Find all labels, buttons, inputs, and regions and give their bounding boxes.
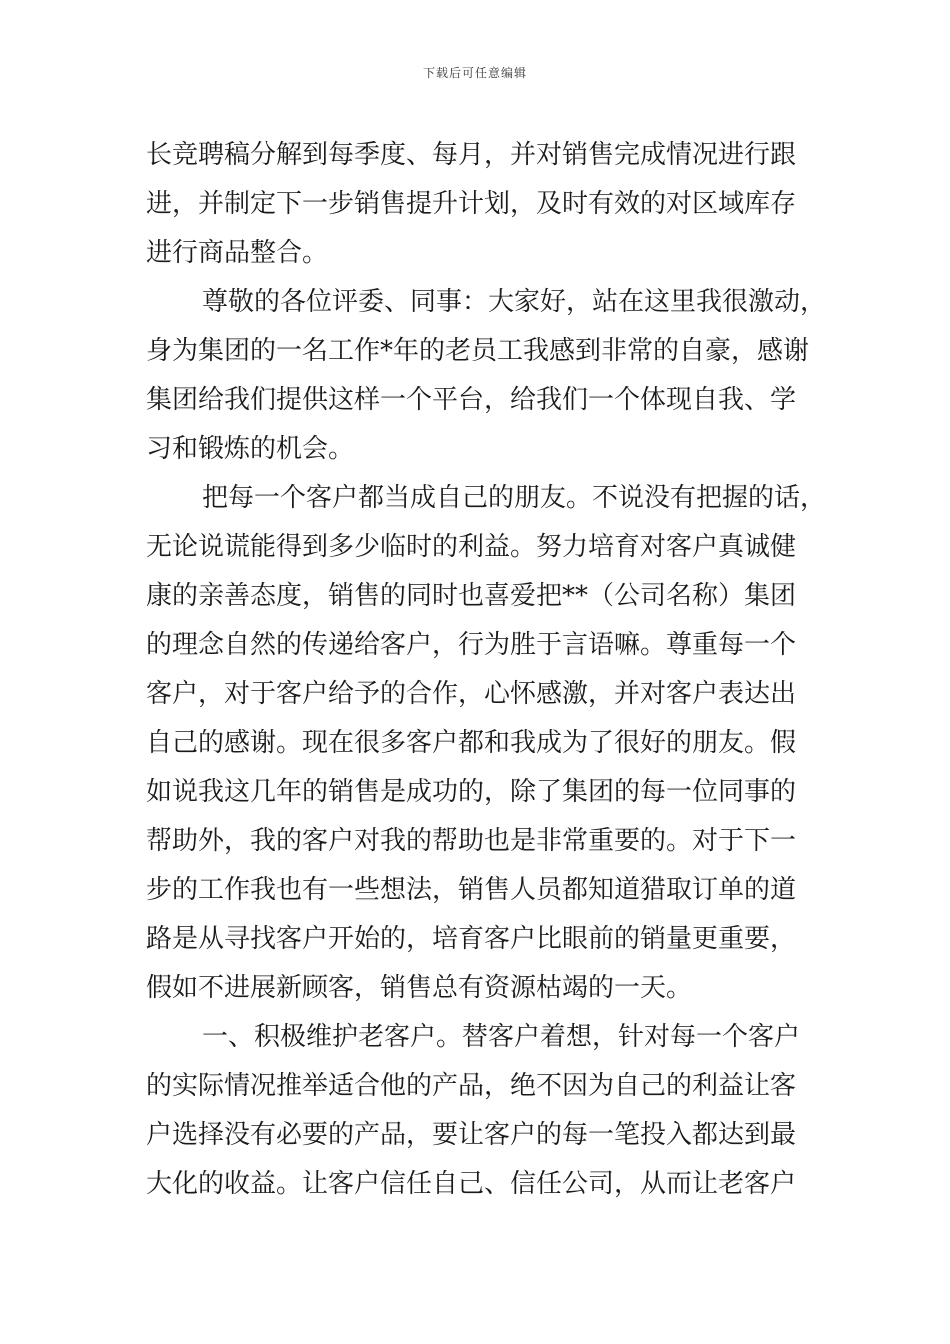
text-line: 尊敬的各位评委、同事：大家好，站在这里我很激动， bbox=[202, 287, 827, 317]
text-line: 一、积极维护老客户。替客户着想，针对每一个客户 bbox=[202, 1022, 801, 1052]
text-line: 步的工作我也有一些想法，销售人员都知道猎取订单的道 bbox=[146, 875, 797, 905]
text-line: 大化的收益。让客户信任自己、信任公司，从而让老客户 bbox=[146, 1169, 797, 1199]
text-line: 集团给我们提供这样一个平台，给我们一个体现自我、学 bbox=[146, 385, 797, 415]
page-header: 下载后可任意编辑 bbox=[422, 66, 527, 80]
text-line: 进行商品整合。 bbox=[146, 238, 329, 268]
text-line: 习和锻炼的机会。 bbox=[146, 434, 355, 464]
text-line: 路是从寻找客户开始的，培育客户比眼前的销量更重要， bbox=[146, 924, 797, 954]
paragraph-2 bbox=[146, 278, 836, 474]
text-line: 户选择没有必要的产品，要让客户的每一笔投入都达到最 bbox=[146, 1120, 797, 1150]
text-line: 康的亲善态度，销售的同时也喜爱把**（公司名称）集团 bbox=[146, 581, 797, 611]
text-line: 假如不进展新顾客，销售总有资源枯竭的一天。 bbox=[146, 973, 693, 1003]
paragraph-3 bbox=[146, 474, 836, 1013]
paragraph-4 bbox=[146, 1013, 836, 1209]
text-line: 的理念自然的传递给客户，行为胜于言语嘛。尊重每一个 bbox=[146, 630, 797, 660]
text-line: 身为集团的一名工作*年的老员工我感到非常的自豪，感谢 bbox=[146, 336, 810, 366]
text-line: 客户，对于客户给予的合作，心怀感激，并对客户表达出 bbox=[146, 679, 797, 709]
text-line: 如说我这几年的销售是成功的，除了集团的每一位同事的 bbox=[146, 777, 797, 807]
text-line: 的实际情况推举适合他的产品，绝不因为自己的利益让客 bbox=[146, 1071, 797, 1101]
text-line: 自己的感谢。现在很多客户都和我成为了很好的朋友。假 bbox=[146, 728, 797, 758]
text-line: 帮助外，我的客户对我的帮助也是非常重要的。对于下一 bbox=[146, 826, 797, 856]
text-line: 进，并制定下一步销售提升计划，及时有效的对区域库存 bbox=[146, 189, 797, 219]
document-body bbox=[146, 131, 836, 1209]
text-line: 把每一个客户都当成自己的朋友。不说没有把握的话， bbox=[202, 483, 827, 513]
text-line: 长竞聘稿分解到每季度、每月，并对销售完成情况进行跟 bbox=[146, 140, 797, 170]
text-line: 无论说谎能得到多少临时的利益。努力培育对客户真诚健 bbox=[146, 532, 797, 562]
paragraph-1 bbox=[146, 131, 836, 278]
